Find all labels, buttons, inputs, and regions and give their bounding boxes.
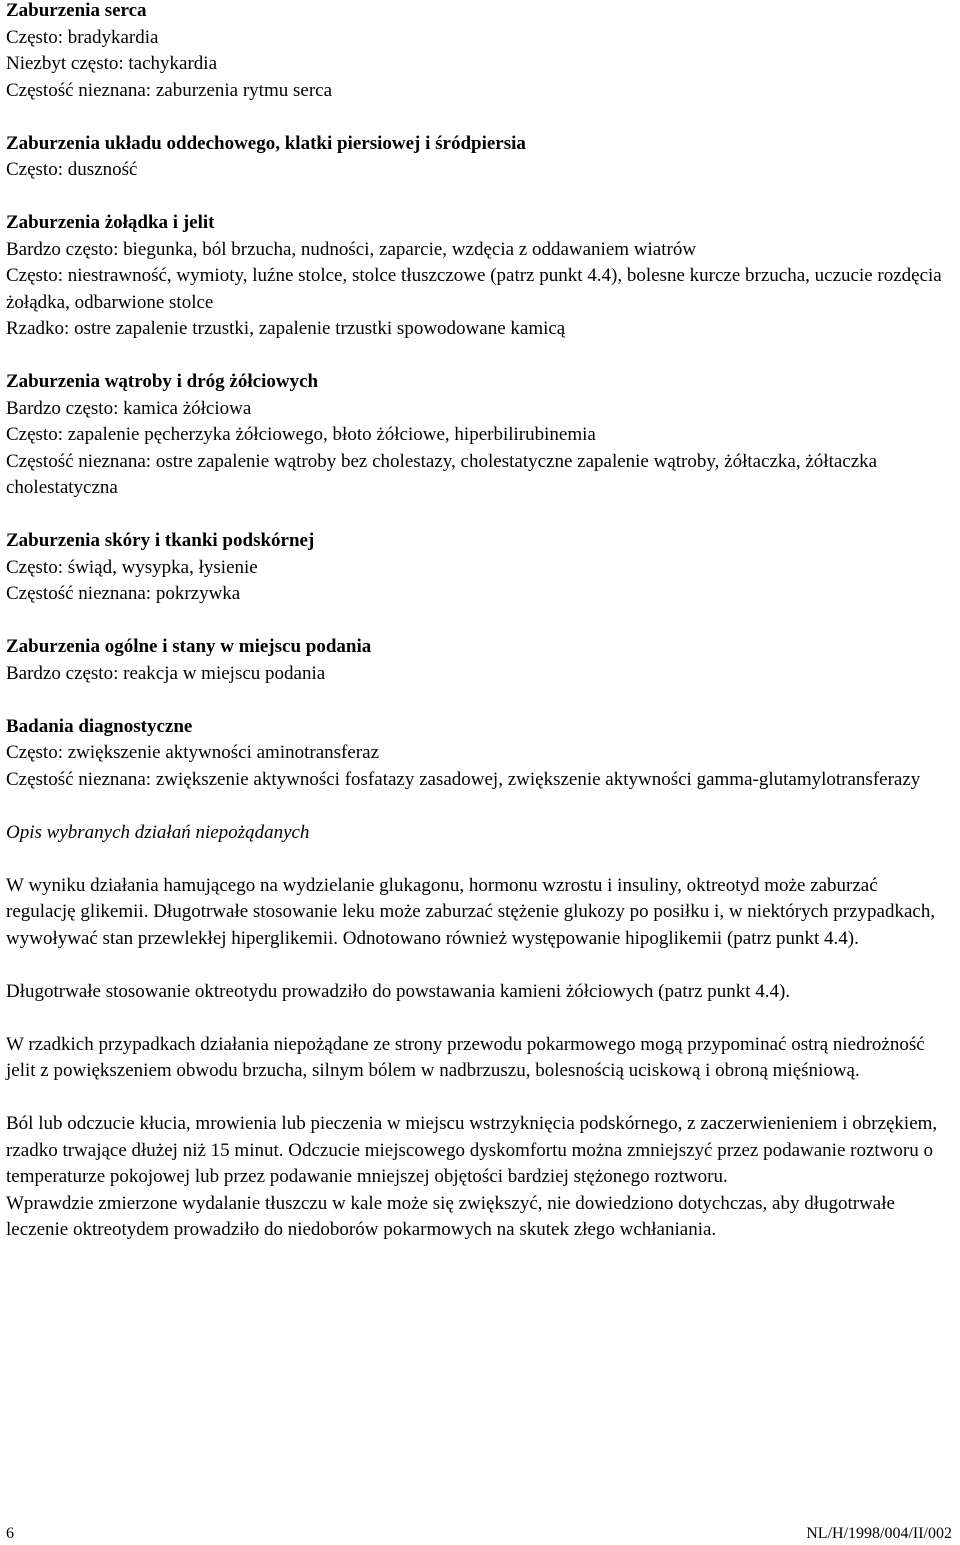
document-page [6,0,951,1270]
section-line: Częstość nieznana: zwiększenie aktywności fosfatazy zasadowej, zwiększenie aktywności gamma-glutamylotransferazy [6,768,921,790]
section-gastrointestinal [6,210,951,343]
section-line: Często: zwiększenie aktywności aminotransferaz [6,742,379,763]
section-general [6,634,951,687]
document-reference: NL/H/1998/004/II/002 [806,1525,952,1542]
section-line: Częstość nieznana: zaburzenia rytmu serca [6,79,333,101]
section-line: Często: niestrawność, wymioty, luźne stolce, stolce tłuszczowe (patrz punkt 4.4), bolesne kurcze brzucha, uczucie rozdęcia żołądka, odbarwione stolce [6,265,942,313]
section-line: Często: świąd, wysypka, łysienie [6,556,258,578]
paragraph-intestinal-obstruction: W rzadkich przypadkach działania niepożądane ze strony przewodu pokarmowego mogą przypominać ostrą niedrożność jelit z powiększeniem obwodu brzucha, silnym bólem w nadbrzuszu, bolesnością uciskową i obroną mięśniową. [6,1033,925,1081]
section-line: Częstość nieznana: pokrzywka [6,583,241,604]
paragraph-gallstones: Długotrwałe stosowanie oktreotydu prowadziło do powstawania kamieni żółciowych (patrz punkt 4.4). [6,980,791,1002]
section-heading: Zaburzenia skóry i tkanki podskórnej [6,530,315,551]
section-heading: Zaburzenia wątroby i dróg żółciowych [6,371,319,392]
page-number: 6 [6,1525,14,1542]
section-line: Często: bradykardia [6,26,159,48]
section-heading: Zaburzenia układu oddechowego, klatki piersiowej i śródpiersia [6,132,526,154]
section-investigations [6,714,951,794]
section-respiratory [6,131,951,184]
paragraph-glycemia: W wyniku działania hamującego na wydzielanie glukagonu, hormonu wzrostu i insuliny, oktreotyd może zaburzać regulację glikemii. Długotrwałe stosowanie leku może zaburzać stężenie glukozy po posiłku i, w niektórych przypadkach, wywoływać stan przewlekłej hiperglikemii. Odnotowano również występowanie hipoglikemii (patrz punkt 4.4). [6,874,936,949]
section-skin [6,528,951,608]
paragraph-injection-site: Ból lub odczucie kłucia, mrowienia lub pieczenia w miejscu wstrzyknięcia podskórnego, z zaczerwienieniem i obrzękiem, rzadko trwające dłużej niż 15 minut. Odczucie miejscowego dyskomfortu można zmniejszyć przez podawanie roztworu o temperaturze pokojowej lub przez podawanie mniejszej objętości bardziej stężonego roztworu. [6,1113,938,1187]
section-line: Bardzo często: kamica żółciowa [6,397,252,419]
section-line: Rzadko: ostre zapalenie trzustki, zapalenie trzustki spowodowane kamicą [6,318,566,339]
section-cardiac [6,0,951,104]
selected-reactions-heading: Opis wybranych działań niepożądanych [6,821,310,843]
section-line: Niezbyt często: tachykardia [6,53,218,74]
section-line: Często: duszność [6,159,138,180]
section-line: Bardzo często: reakcja w miejscu podania [6,662,326,684]
paragraph-fat-excretion: Wprawdzie zmierzone wydalanie tłuszczu w kale może się zwiększyć, nie dowiedziono dotychczas, aby długotrwałe leczenie oktreotydem prowadziło do niedoborów pokarmowych na skutek złego wchłaniania. [6,1192,895,1240]
section-heading: Zaburzenia serca [6,0,147,21]
section-heading: Badania diagnostyczne [6,715,193,737]
section-line: Często: zapalenie pęcherzyka żółciowego, błoto żółciowe, hiperbilirubinemia [6,424,596,445]
section-line: Częstość nieznana: ostre zapalenie wątroby bez cholestazy, cholestatyczne zapalenie wątroby, żółtaczka, żółtaczka cholestatyczna [6,450,878,498]
section-line: Bardzo często: biegunka, ból brzucha, nudności, zaparcie, wzdęcia z oddawaniem wiatrów [6,238,697,260]
section-heading: Zaburzenia ogólne i stany w miejscu podania [6,636,372,657]
section-hepatobiliary [6,369,951,502]
section-heading: Zaburzenia żołądka i jelit [6,212,215,233]
